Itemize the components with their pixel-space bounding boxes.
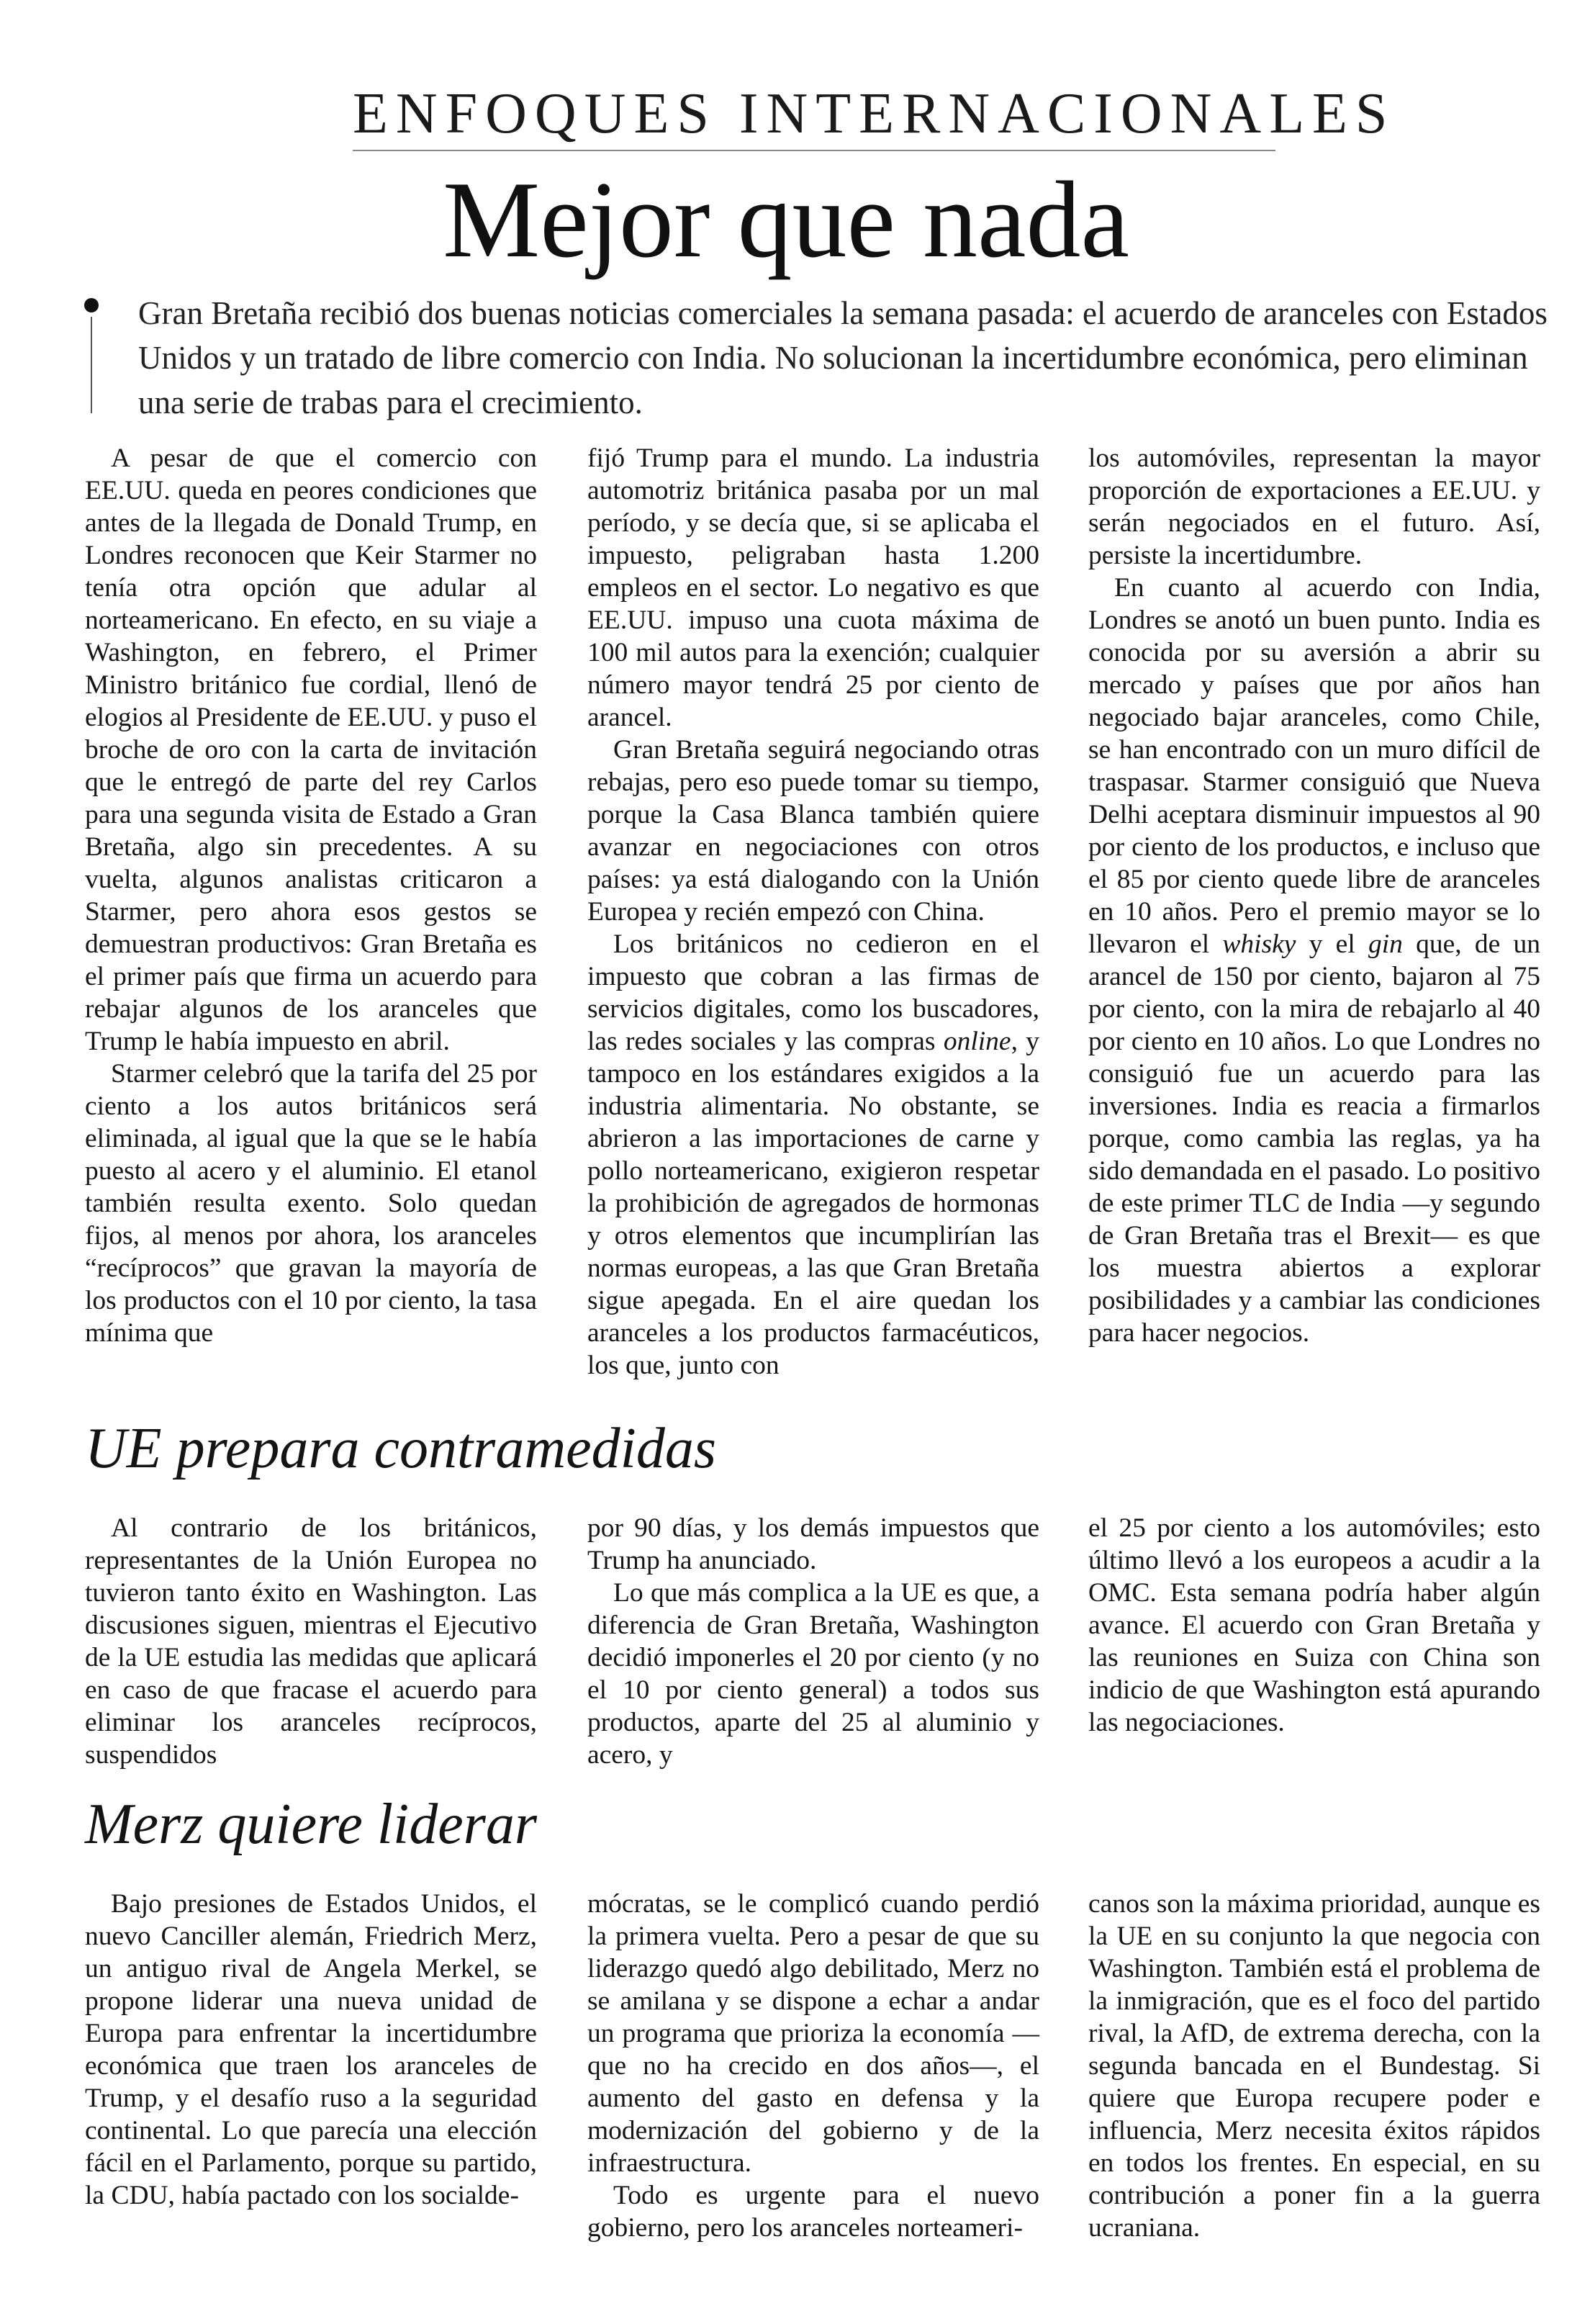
paragraph: el 25 por ciento a los automóviles; esto último llevó a los europeos a acudir a la OMC. Esta semana podría haber algún avance. El acuerdo con Gran Bretaña y las reuniones en Suiza con China son indicio de que Washington está apurando las negociaciones. — [1088, 1513, 1540, 1737]
subheading-ue: UE prepara contramedidas — [85, 1417, 716, 1480]
article1-column-2 — [587, 442, 1039, 1382]
text-run: En cuanto al acuerdo con India, Londres se anotó un buen punto. India es conocida por su aversión a abrir su mercado y países que por años han negociado bajar aranceles, como Chile, se han encontrado con un muro difícil de traspasar. Starmer consiguió que Nueva Delhi aceptara disminuir impuestos al 90 por ciento de los productos, e incluso que el 85 por ciento quede libre de aranceles en 10 años. Pero el premio mayor se lo llevaron el — [1088, 573, 1540, 959]
article2-column-2 — [587, 1512, 1039, 1771]
subheading-merz: Merz quiere liderar — [85, 1793, 538, 1856]
lead-bullet-dot — [84, 298, 99, 312]
paragraph: Bajo presiones de Estados Unidos, el nuevo Canciller alemán, Friedrich Merz, un antiguo rival de Angela Merkel, se propone liderar una nueva unidad de Europa para enfrentar la incertidumbre económica que traen los aranceles de Trump, y el desafío ruso a la seguridad continental. Lo que parecía una elección fácil en el Parlamento, porque su partido, la CDU, había pactado con los socialde- — [85, 1889, 537, 2210]
paragraph: canos son la máxima prioridad, aunque es la UE en su conjunto la que negocia con Washington. También está el problema de la inmigración, que es el foco del partido rival, la AfD, de extrema derecha, con la segunda bancada en el Bundestag. Si quiere que Europa recupere poder e influencia, Merz necesita éxitos rápidos en todos los frentes. En especial, en su contribución a poner fin a la guerra ucraniana. — [1088, 1889, 1540, 2243]
article1-column-1 — [85, 442, 537, 1349]
lead-bullet-bar — [91, 317, 92, 413]
paragraph: A pesar de que el comercio con EE.UU. queda en peores condiciones que antes de la llegada de Donald Trump, en Londres reconocen que Keir Starmer no tenía otra opción que adular al norteamericano. En efecto, en su viaje a Washington, en febrero, el Primer Ministro británico fue cordial, llenó de elogios al Presidente de EE.UU. y puso el broche de oro con la carta de invitación que le entregó de parte del rey Carlos para una segunda visita de Estado a Gran Bretaña, algo sin precedentes. A su vuelta, algunos analistas criticaron a Starmer, pero ahora esos gestos se demuestran productivos: Gran Bretaña es el primer país que firma un acuerdo para rebajar algunos de los aranceles que Trump le había impuesto en abril. — [85, 443, 537, 1056]
italic-term: online — [943, 1027, 1011, 1056]
paragraph: mócratas, se le complicó cuando perdió la primera vuelta. Pero a pesar de que su liderazgo quedó algo debilitado, Merz no se amilana y se dispone a echar a andar un programa que prioriza la economía —que no ha crecido en dos años—, el aumento del gasto en defensa y la modernización del gobierno y de la infraestructura. — [587, 1889, 1039, 2178]
paragraph: Starmer celebró que la tarifa del 25 por ciento a los autos británicos será eliminada, al igual que la que se le había puesto al acero y el aluminio. El etanol también resulta exento. Solo quedan fijos, al menos por ahora, los aranceles “recíprocos” que gravan la mayoría de los productos con el 10 por ciento, la tasa mínima que — [85, 1059, 537, 1348]
paragraph: Gran Bretaña seguirá negociando otras rebajas, pero eso puede tomar su tiempo, porque la Casa Blanca también quiere avanzar en negociaciones con otros países: ya está dialogando con la Unión Europea y recién empezó con China. — [587, 735, 1039, 927]
text-run: , y tampoco en los estándares exigidos a la industria alimentaria. No obstante, se abrieron a las importaciones de carne y pollo norteamericano, exigieron respetar la prohibición de agregados de hormonas y otros elementos que incumplirían las normas europeas, a las que Gran Bretaña sigue apegada. En el aire quedan los aranceles a los productos farmacéuticos, los que, junto con — [587, 1027, 1040, 1380]
paragraph — [587, 928, 1039, 1382]
text-run: y el — [1296, 929, 1355, 959]
text-run: Los británicos no cedieron en el impuesto que cobran a las firmas de servicios digitales, como los buscadores, las redes sociales y las compras — [587, 929, 1039, 1056]
paragraph: Todo es urgente para el nuevo gobierno, pero los aranceles norteameri- — [587, 2181, 1039, 2243]
paragraph: los automóviles, representan la mayor proporción de exportaciones a EE.UU. y serán negociados en el futuro. Así, persiste la incertidumbre. — [1088, 443, 1540, 570]
section-label: ENFOQUES INTERNACIONALES — [353, 82, 1396, 145]
article1-column-3 — [1088, 442, 1540, 1349]
section-rule — [353, 150, 1275, 151]
paragraph — [1088, 572, 1540, 1349]
article3-column-2 — [587, 1888, 1039, 2244]
paragraph: Al contrario de los británicos, representantes de la Unión Europea no tuvieron tanto éxito en Washington. Las discusiones siguen, mientras el Ejecutivo de la UE estudia las medidas que aplicará en caso de que fracase el acuerdo para eliminar los aranceles recíprocos, suspendidos — [85, 1513, 537, 1770]
article3-column-3 — [1088, 1888, 1540, 2244]
italic-term: whisky — [1222, 929, 1296, 959]
lead-paragraph: Gran Bretaña recibió dos buenas noticias comerciales la semana pasada: el acuerdo de aranceles con Estados Unidos y un tratado de libre comercio con India. No solucionan la incertidumbre económica, pero eliminan una serie de trabas para el crecimiento. — [138, 295, 1548, 420]
paragraph: por 90 días, y los demás impuestos que Trump ha anunciado. — [587, 1513, 1039, 1575]
italic-term: gin — [1368, 929, 1403, 959]
headline: Mejor que nada — [443, 159, 1129, 280]
article2-column-3 — [1088, 1512, 1540, 1739]
paragraph: fijó Trump para el mundo. La industria automotriz británica pasaba por un mal período, y se decía que, si se aplicaba el impuesto, peligraban hasta 1.200 empleos en el sector. Lo negativo es que EE.UU. impuso una cuota máxima de 100 mil autos para la exención; cualquier número mayor tendrá 25 por ciento de arancel. — [587, 443, 1039, 732]
paragraph: Lo que más complica a la UE es que, a diferencia de Gran Bretaña, Washington decidió imponerles el 20 por ciento (y no el 10 por ciento general) a todos sus productos, aparte del 25 al aluminio y acero, y — [587, 1578, 1039, 1770]
article2-column-1 — [85, 1512, 537, 1771]
text-run: que, de un arancel de 150 por ciento, bajaron al 75 por ciento, con la mira de rebajarlo al 40 por ciento en 10 años. Lo que Londres no consiguió fue un acuerdo para las inversiones. India es reacia a firmarlos porque, como cambia las reglas, ya ha sido demandada en el pasado. Lo positivo de este primer TLC de India —y segundo de Gran Bretaña tras el Brexit— es que los muestra abiertos a explorar posibilidades y a cambiar las condiciones para hacer negocios. — [1088, 929, 1540, 1348]
article3-column-1 — [85, 1888, 537, 2212]
